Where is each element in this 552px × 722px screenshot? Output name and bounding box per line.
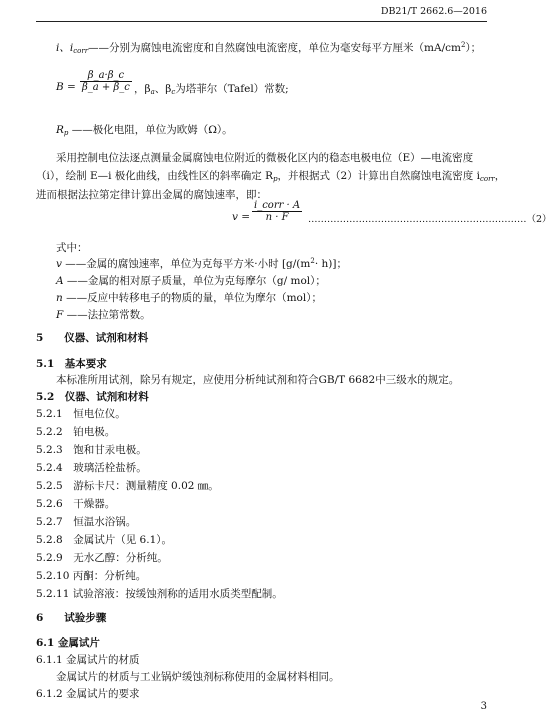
para-l2-b: ，并根据式（2）计算出自然腐蚀电流密度 i: [277, 170, 480, 182]
def-v-end: · h)]；: [314, 258, 347, 270]
page-number: 3: [480, 701, 487, 712]
section-5-2-heading: 5.2 仪器、试剂和材料: [36, 391, 149, 403]
equation-b-lhs: B =: [56, 81, 76, 93]
section-5-heading: 5 仪器、试剂和材料: [36, 332, 149, 344]
symbol-f: F: [56, 309, 64, 321]
def-v-sup: 2: [310, 257, 315, 265]
symbol-r: R: [56, 124, 64, 136]
definition-a: [56, 273, 326, 288]
definition-rp: [56, 122, 233, 137]
symbol-icorr: i: [69, 42, 74, 54]
def-a-text: ——金属的相对原子质量，单位为克每摩尔（g/ mol）；: [63, 275, 326, 287]
beta-c-symbol: 、β: [154, 83, 172, 95]
item-5-2-6: 5.2.6 干燥器。: [36, 498, 116, 510]
section-6-1-1-heading: 6.1.1 金属试片的材质: [36, 654, 140, 666]
paragraph-line-1: 采用控制电位法逐点测量金属腐蚀电位附近的微极化区内的稳态电极电位（E）—电流密度: [56, 152, 474, 164]
equation-b-fraction: [80, 70, 132, 93]
item-5-2-9: 5.2.9 无水乙醇：分析纯。: [36, 552, 168, 564]
definition-n: [56, 290, 322, 305]
para-l2-sub-corr: corr: [479, 175, 495, 183]
beta-a-symbol: ，β: [134, 83, 151, 95]
equation-b-denominator: β_a + β_c: [82, 82, 130, 93]
symbol-a: A: [56, 275, 64, 287]
beta-a-subscript: a: [150, 88, 155, 96]
def-v-text: ——金属的腐蚀速率，单位为克每平方米·小时 [g/(m: [61, 258, 311, 270]
def-f-text: ——法拉第常数。: [63, 309, 151, 321]
rp-text: ——极化电阻，单位为欧姆（Ω）。: [68, 124, 233, 136]
section-5-1-text: 本标准所用试剂，除另有规定，应使用分析纯试剂和符合GB/T 6682中三级水的规定。: [56, 374, 460, 386]
equation-2-numerator: i_corr · A: [254, 200, 301, 211]
section-6-1-2-heading: 6.1.2 金属试片的要求: [36, 688, 140, 700]
subscript-corr: corr: [73, 47, 89, 55]
section-6-1-heading: 6.1 金属试片: [36, 637, 100, 649]
tafel-constants-description: [134, 81, 289, 96]
para-l2-c: ，: [494, 170, 506, 182]
document-code-header: DB21/T 2662.6—2016: [380, 6, 487, 17]
item-5-2-4: 5.2.4 玻璃活栓盐桥。: [36, 462, 147, 474]
para-l2-a: （i），绘制 E—i 极化曲线，由线性区的斜率确定 R: [36, 170, 274, 182]
section-6-1-1-text: 金属试片的材质与工业锅炉缓蚀剂标称使用的金属材料相同。: [56, 671, 340, 683]
definition-f: [56, 307, 151, 322]
definition-i-icorr: [56, 40, 481, 55]
equation-b-numerator: β_a·β_c: [80, 70, 132, 82]
where-label: 式中：: [56, 242, 88, 254]
equation-2-fraction: [252, 200, 302, 223]
section-5-1-heading: 5.1 基本要求: [36, 358, 107, 370]
superscript-2: 2: [460, 41, 466, 49]
beta-c-subscript: c: [171, 88, 176, 96]
item-5-2-10: 5.2.10 丙酮：分析纯。: [36, 570, 147, 582]
item-5-2-2: 5.2.2 铂电极。: [36, 426, 116, 438]
para-l2-sub-p: p: [273, 175, 278, 183]
paragraph-line-3: 进而根据法拉第定律计算出金属的腐蚀速率，即：: [36, 189, 267, 201]
symbol-i: i、: [56, 42, 70, 54]
header-rule: [36, 21, 487, 22]
symbol-v: v: [56, 258, 62, 270]
item-5-2-3: 5.2.3 饱和甘汞电极。: [36, 444, 147, 456]
definition-v: [56, 256, 347, 271]
equation-2-lhs: v =: [232, 211, 251, 223]
item-5-2-5: 5.2.5 游标卡尺：测量精度 0.02 ㎜。: [36, 480, 219, 492]
item-5-2-8: 5.2.8 金属试片（见 6.1）。: [36, 534, 173, 546]
definition-end: ）；: [465, 42, 482, 54]
equation-2-number: ……………………………………………………………（2）: [308, 214, 552, 225]
symbol-n: n: [56, 292, 63, 304]
def-n-text: ——反应中转移电子的物质的量，单位为摩尔（mol）；: [62, 292, 322, 304]
item-5-2-11: 5.2.11 试验溶液：按缓蚀剂称的适用水质类型配制。: [36, 588, 283, 600]
paragraph-line-2: [36, 168, 505, 183]
equation-2-denominator: n · F: [265, 212, 289, 223]
subscript-p: p: [63, 129, 69, 137]
section-6-heading: 6 试验步骤: [36, 612, 107, 624]
definition-text: ——分别为腐蚀电流密度和自然腐蚀电流密度，单位为毫安每平方厘米（mA/cm: [88, 42, 461, 54]
tafel-text: 为塔菲尔（Tafel）常数;: [175, 83, 289, 95]
item-5-2-1: 5.2.1 恒电位仪。: [36, 408, 126, 420]
item-5-2-7: 5.2.7 恒温水浴锅。: [36, 516, 137, 528]
